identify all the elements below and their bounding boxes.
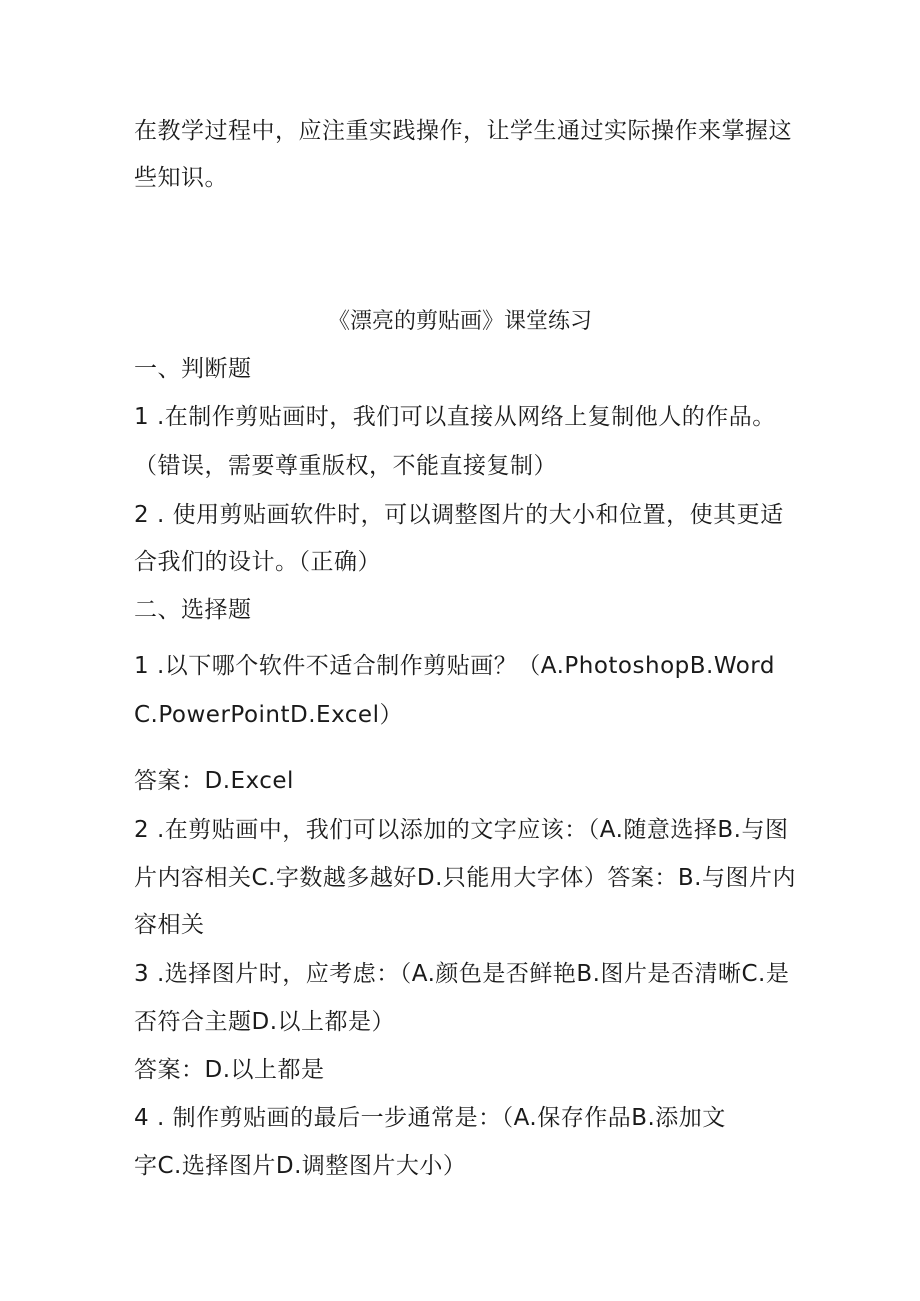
section-heading-multiple-choice: 二、选择题 xyxy=(134,597,252,623)
mc-question-2-line-3: 容相关 xyxy=(134,912,205,938)
mc-question-3-line-2: 否符合主题D.以上都是） xyxy=(134,1009,396,1035)
mc-question-2-line-1: 2 .在剪贴画中，我们可以添加的文字应该：（A.随意选择B.与图 xyxy=(134,817,789,843)
tf-question-1-line-1: 1 .在制作剪贴画时，我们可以直接从网络上复制他人的作品。 xyxy=(134,404,776,430)
mc-question-3-line-1: 3 .选择图片时，应考虑：（A.颜色是否鲜艳B.图片是否清晰C.是 xyxy=(134,961,790,987)
mc-question-4-line-2: 字C.选择图片D.调整图片大小） xyxy=(134,1153,467,1179)
mc-question-3-answer: 答案：D.以上都是 xyxy=(134,1057,325,1083)
tf-question-2-line-1: 2 . 使用剪贴画软件时，可以调整图片的大小和位置，使其更适 xyxy=(134,502,784,528)
tf-question-1-answer: （错误，需要尊重版权，不能直接复制） xyxy=(134,453,557,479)
mc-question-2-line-2: 片内容相关C.字数越多越好D.只能用大字体）答案：B.与图片内 xyxy=(134,865,796,891)
intro-line-1: 在教学过程中，应注重实践操作，让学生通过实际操作来掌握这 xyxy=(134,118,792,144)
mc-question-1-answer: 答案：D.Excel xyxy=(134,768,294,794)
mc-question-1-line-2: C.PowerPointD.Excel） xyxy=(134,702,403,728)
tf-question-2-line-2: 合我们的设计。（正确） xyxy=(134,549,381,575)
section-heading-true-false: 一、判断题 xyxy=(134,356,252,382)
mc-question-4-line-1: 4 . 制作剪贴画的最后一步通常是：（A.保存作品B.添加文 xyxy=(134,1105,726,1131)
mc-question-1-line-1: 1 .以下哪个软件不适合制作剪贴画？（A.PhotoshopB.Word xyxy=(134,653,775,679)
exercise-title: 《漂亮的剪贴画》课堂练习 xyxy=(327,309,592,334)
intro-line-2: 些知识。 xyxy=(134,165,228,191)
